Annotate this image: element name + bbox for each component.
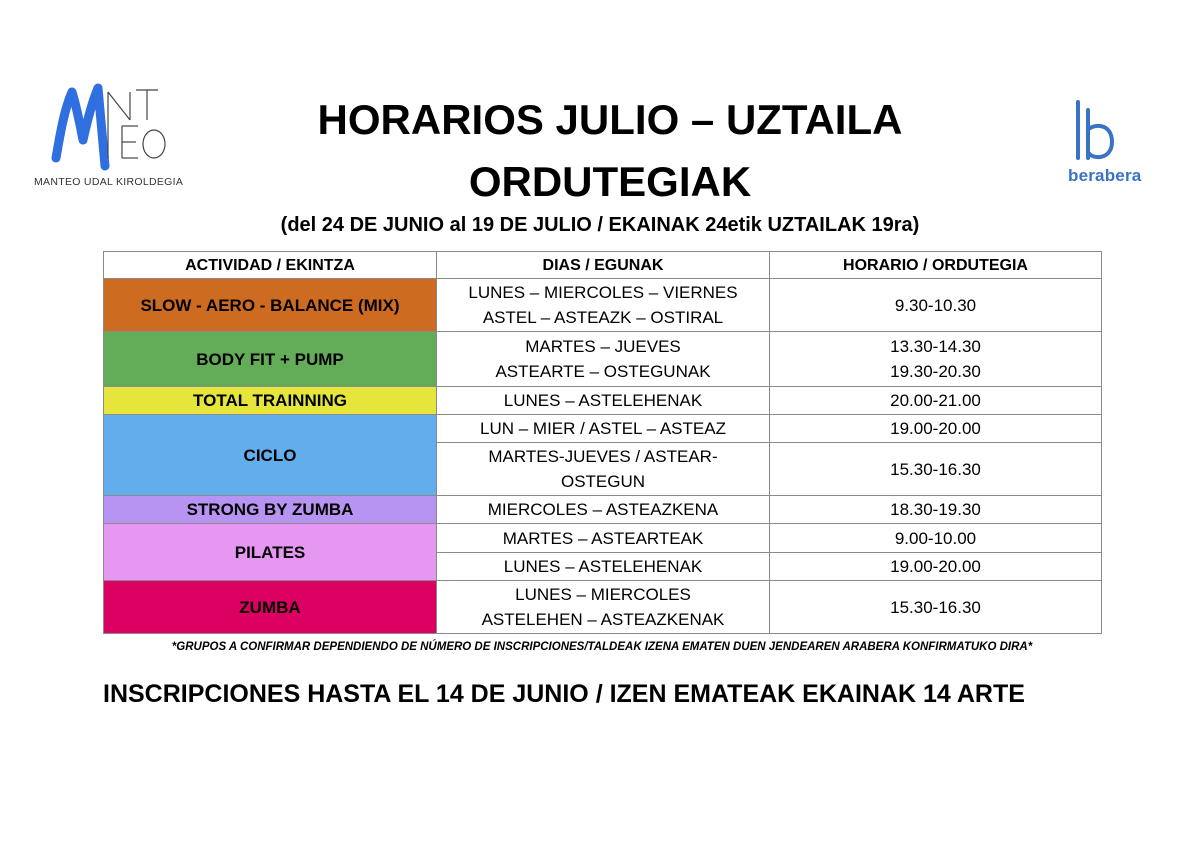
time-cell: 19.00-20.00 [770, 553, 1102, 581]
table-header-row [104, 252, 1102, 279]
activity-cell: BODY FIT + PUMP [104, 332, 437, 387]
schedule-table [103, 251, 1102, 634]
berabera-logo-mark [1072, 100, 1120, 162]
days-cell: LUNES – ASTELEHENAK [437, 387, 770, 415]
table-row [104, 496, 1102, 524]
activity-cell: CICLO [104, 415, 437, 496]
time-cell: 9.00-10.00 [770, 524, 1102, 553]
table-row [104, 581, 1102, 634]
days-cell: LUNES – ASTELEHENAK [437, 553, 770, 581]
table-row [104, 279, 1102, 332]
days-line: ASTEL – ASTEAZK – OSTIRAL [482, 308, 724, 327]
days-cell: MARTES – ASTEARTEAK [437, 524, 770, 553]
manteo-logo [30, 80, 184, 190]
days-cell: MIERCOLES – ASTEAZKENA [437, 496, 770, 524]
logo-caption: MANTEO UDAL KIROLDEGIA [34, 176, 184, 188]
date-range-subtitle: (del 24 DE JUNIO al 19 DE JULIO / EKAINAK 24etik UZTAILAK 19ra) [280, 214, 920, 236]
column-header-schedule: HORARIO / ORDUTEGIA [770, 252, 1102, 279]
time-line: 19.30-20.30 [890, 362, 981, 381]
days-cell [437, 581, 770, 634]
table-row [104, 332, 1102, 387]
days-line: OSTEGUN [560, 472, 646, 491]
table-row [104, 524, 1102, 553]
time-cell: 19.00-20.00 [770, 415, 1102, 443]
activity-cell: PILATES [104, 524, 437, 581]
time-cell: 15.30-16.30 [770, 581, 1102, 634]
manteo-logo-mark [50, 80, 180, 175]
column-header-activity: ACTIVIDAD / EKINTZA [104, 252, 437, 279]
time-cell: 9.30-10.30 [770, 279, 1102, 332]
activity-cell: TOTAL TRAINNING [104, 387, 437, 415]
days-cell: LUN – MIER / ASTEL – ASTEAZ [437, 415, 770, 443]
days-line: ASTEARTE – OSTEGUNAK [495, 362, 711, 381]
table-row [104, 415, 1102, 443]
page-title: HORARIOS JULIO – UZTAILA [317, 96, 903, 143]
time-cell [770, 332, 1102, 387]
berabera-wordmark: berabera [1068, 166, 1142, 185]
berabera-logo [1068, 100, 1158, 190]
days-line: ASTELEHEN – ASTEAZKENAK [481, 610, 725, 629]
time-cell: 20.00-21.00 [770, 387, 1102, 415]
days-line: LUNES – MIERCOLES – VIERNES [468, 283, 738, 302]
activity-cell: SLOW - AERO - BALANCE (MIX) [104, 279, 437, 332]
days-cell [437, 443, 770, 496]
registration-deadline: INSCRIPCIONES HASTA EL 14 DE JUNIO / IZEN EMATEAK EKAINAK 14 ARTE [103, 680, 1025, 708]
table-row [104, 387, 1102, 415]
days-cell [437, 332, 770, 387]
days-line: MARTES – JUEVES [525, 337, 681, 356]
page-title-line2: ORDUTEGIAK [468, 158, 752, 205]
days-line: MARTES-JUEVES / ASTEAR- [488, 447, 718, 466]
days-line: LUNES – MIERCOLES [515, 585, 691, 604]
time-cell: 15.30-16.30 [770, 443, 1102, 496]
days-cell [437, 279, 770, 332]
groups-note: *GRUPOS A CONFIRMAR DEPENDIENDO DE NÚMERO DE INSCRIPCIONES/TALDEAK IZENA EMATEN DUEN JENDEAREN ARABERA KONFIRMATUKO DIRA* [171, 641, 1033, 653]
activity-cell: ZUMBA [104, 581, 437, 634]
time-cell: 18.30-19.30 [770, 496, 1102, 524]
column-header-days: DIAS / EGUNAK [437, 252, 770, 279]
time-line: 13.30-14.30 [890, 337, 981, 356]
activity-cell: STRONG BY ZUMBA [104, 496, 437, 524]
